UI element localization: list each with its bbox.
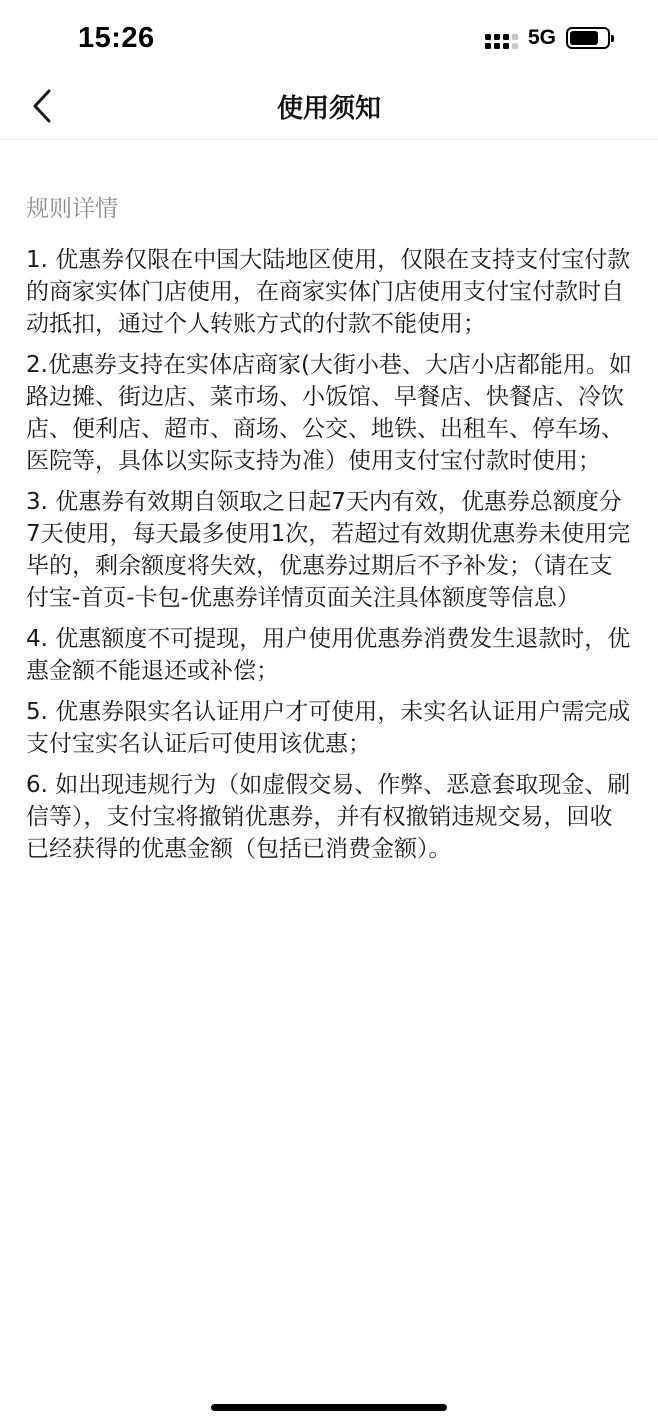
navigation-bar [0, 78, 658, 140]
status-bar [0, 0, 658, 78]
network-type-label: 5G [527, 26, 556, 49]
rule-item-4: 4. 优惠额度不可提现，用户使用优惠券消费发生退款时，优惠金额不能退还或补偿； [26, 626, 631, 684]
rule-item-2: 2.优惠券支持在实体店商家(大街小巷、大店小店都能用。如路边摊、街边店、菜市场、小饭馆、早餐店、快餐店、冷饮店、便利店、超市、商场、公交、地铁、出租车、停车场、医院等，具体以实际支持为准）使用支付宝付款时使用； [26, 352, 632, 474]
home-indicator[interactable] [211, 1404, 447, 1411]
rule-item-3: 3. 优惠券有效期自领取之日起7天内有效，优惠券总额度分7天使用，每天最多使用1次，若超过有效期优惠券未使用完毕的，剩余额度将失效，优惠券过期后不予补发；（请在支付宝-首页-卡包-优惠券详情页面关注具体额度等信息） [26, 489, 631, 611]
status-time: 15:26 [78, 22, 155, 54]
status-indicators [485, 26, 610, 50]
page-title: 使用须知 [276, 94, 381, 124]
rule-item-6: 6. 如出现违规行为（如虚假交易、作弊、恶意套取现金、刷信等），支付宝将撤销优惠券，并有权撤销违规交易，回收已经获得的优惠金额（包括已消费金额）。 [26, 772, 631, 862]
rules-content [0, 140, 658, 865]
battery-icon [566, 27, 610, 49]
cellular-signal-icon [485, 27, 518, 49]
rule-item-5: 5. 优惠券限实名认证用户才可使用，未实名认证用户需完成支付宝实名认证后可使用该优惠； [26, 699, 631, 757]
rule-item-1: 1. 优惠券仅限在中国大陆地区使用，仅限在支持支付宝付款的商家实体门店使用，在商家实体门店使用支付宝付款时自动抵扣，通过个人转账方式的付款不能使用； [26, 247, 631, 337]
section-title: 规则详情 [26, 196, 118, 222]
